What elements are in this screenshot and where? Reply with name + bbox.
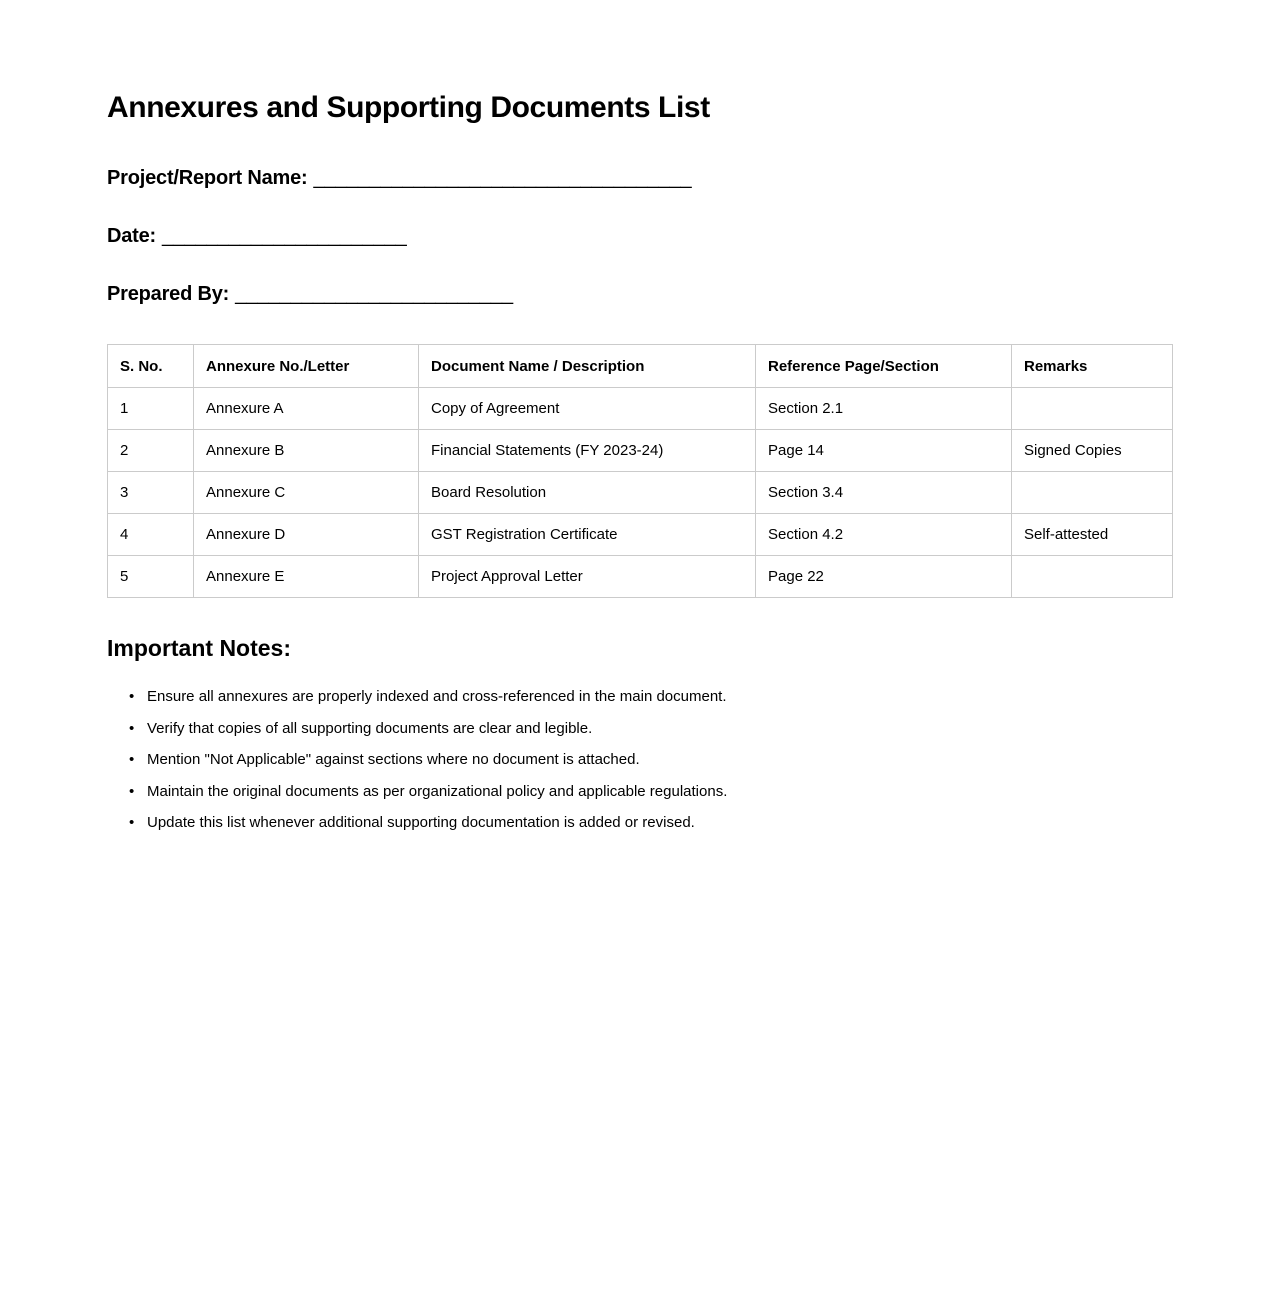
fill-in-blank-date: ______________________ bbox=[162, 225, 407, 247]
notes-heading: Important Notes: bbox=[107, 635, 291, 661]
bullet-icon: • bbox=[129, 688, 135, 705]
field-label-project-report-name: Project/Report Name: bbox=[107, 167, 308, 189]
table-row bbox=[108, 556, 1173, 598]
cell-serial: 1 bbox=[108, 388, 194, 430]
cell-remarks bbox=[1012, 556, 1173, 598]
cell-reference: Page 14 bbox=[756, 430, 1012, 472]
column-header-reference: Reference Page/Section bbox=[756, 345, 1012, 388]
cell-remarks bbox=[1012, 388, 1173, 430]
field-project-report-name bbox=[107, 163, 692, 193]
cell-document: Project Approval Letter bbox=[419, 556, 756, 598]
cell-annexure: Annexure B bbox=[194, 430, 419, 472]
cell-document: Board Resolution bbox=[419, 472, 756, 514]
table-header-row bbox=[108, 345, 1173, 388]
column-header-annexure: Annexure No./Letter bbox=[194, 345, 419, 388]
cell-annexure: Annexure D bbox=[194, 514, 419, 556]
note-text: Ensure all annexures are properly indexed and cross-referenced in the main document. bbox=[147, 688, 727, 705]
note-text: Update this list whenever additional supporting documentation is added or revised. bbox=[147, 814, 695, 832]
note-item bbox=[107, 776, 727, 808]
cell-reference: Section 4.2 bbox=[756, 514, 1012, 556]
fill-in-blank-prepared-by: _________________________ bbox=[235, 283, 514, 305]
fill-in-blank-project-report-name: __________________________________ bbox=[313, 167, 692, 189]
cell-remarks: Self-attested bbox=[1012, 514, 1173, 556]
field-prepared-by bbox=[107, 279, 513, 309]
cell-serial: 3 bbox=[108, 472, 194, 514]
note-text: Verify that copies of all supporting documents are clear and legible. bbox=[147, 719, 593, 737]
cell-remarks bbox=[1012, 472, 1173, 514]
note-item bbox=[107, 744, 727, 776]
cell-reference: Section 3.4 bbox=[756, 472, 1012, 514]
notes-list bbox=[107, 681, 727, 839]
cell-document: Financial Statements (FY 2023-24) bbox=[419, 430, 756, 472]
annexures-table bbox=[107, 344, 1173, 598]
cell-serial: 2 bbox=[108, 430, 194, 472]
bullet-icon: • bbox=[129, 719, 135, 737]
table-row bbox=[108, 472, 1173, 514]
table-row bbox=[108, 514, 1173, 556]
cell-document: GST Registration Certificate bbox=[419, 514, 756, 556]
document-title: Annexures and Supporting Documents List bbox=[107, 91, 710, 124]
cell-reference: Page 22 bbox=[756, 556, 1012, 598]
bullet-icon: • bbox=[129, 782, 135, 800]
cell-reference: Section 2.1 bbox=[756, 388, 1012, 430]
cell-annexure: Annexure A bbox=[194, 388, 419, 430]
column-header-remarks: Remarks bbox=[1012, 345, 1173, 388]
cell-serial: 5 bbox=[108, 556, 194, 598]
cell-document: Copy of Agreement bbox=[419, 388, 756, 430]
column-header-serial: S. No. bbox=[108, 345, 194, 388]
cell-annexure: Annexure E bbox=[194, 556, 419, 598]
bullet-icon: • bbox=[129, 814, 135, 832]
field-date bbox=[107, 221, 407, 251]
note-text: Mention "Not Applicable" against sections where no document is attached. bbox=[147, 751, 640, 769]
cell-annexure: Annexure C bbox=[194, 472, 419, 514]
note-item bbox=[107, 681, 727, 713]
cell-remarks: Signed Copies bbox=[1012, 430, 1173, 472]
field-label-prepared-by: Prepared By: bbox=[107, 283, 230, 305]
note-text: Maintain the original documents as per organizational policy and applicable regulations. bbox=[147, 782, 728, 800]
note-item bbox=[107, 807, 727, 839]
cell-serial: 4 bbox=[108, 514, 194, 556]
table-row bbox=[108, 388, 1173, 430]
column-header-document: Document Name / Description bbox=[419, 345, 756, 388]
bullet-icon: • bbox=[129, 751, 135, 769]
note-item bbox=[107, 713, 727, 745]
table-row bbox=[108, 430, 1173, 472]
field-label-date: Date: bbox=[107, 225, 157, 247]
